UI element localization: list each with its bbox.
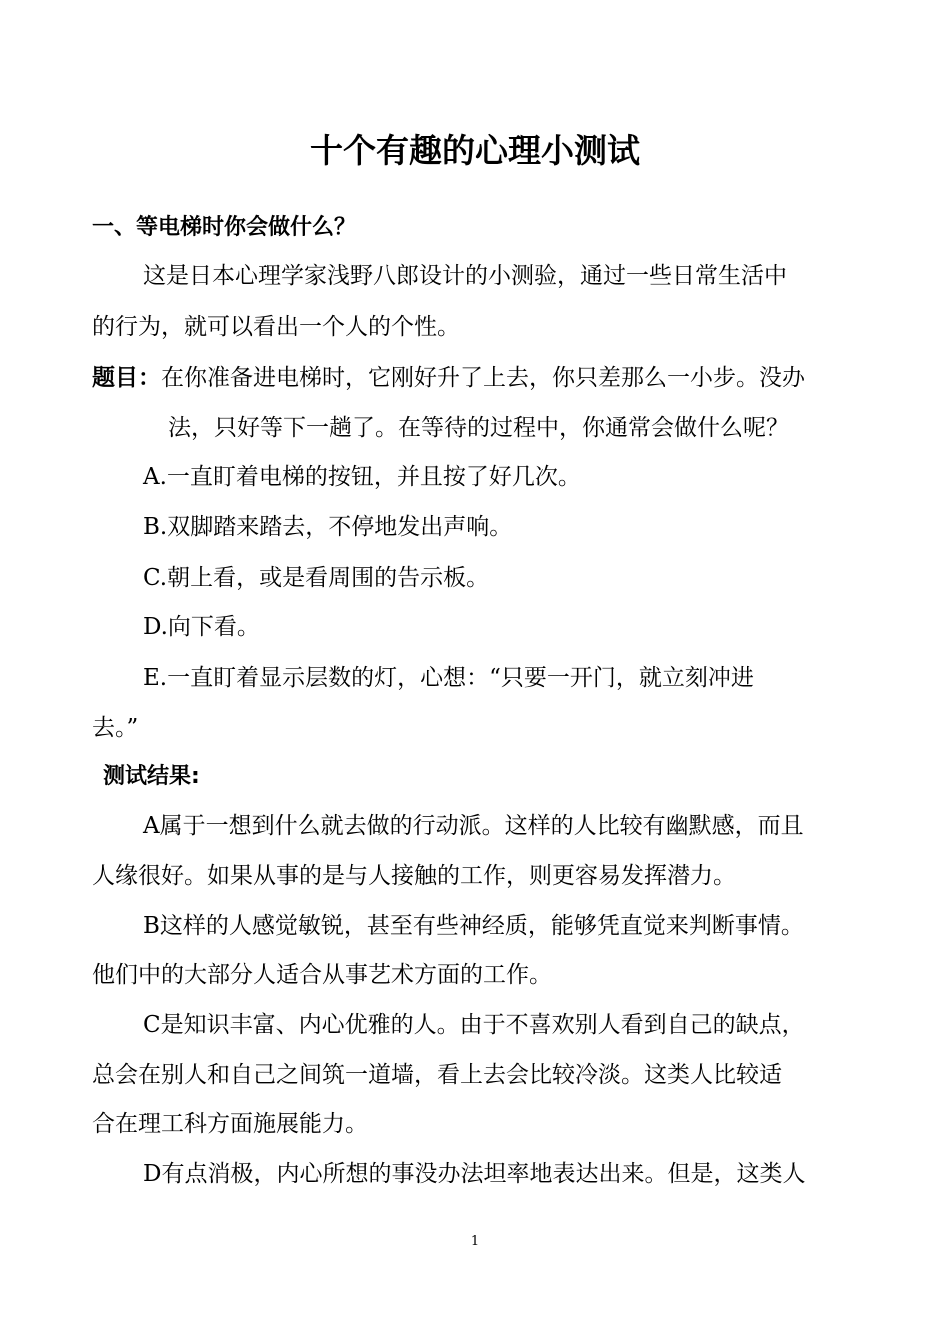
section-heading: 一、等电梯时你会做什么？ — [92, 215, 357, 240]
question-text: 在你准备进电梯时，它刚好升了上去，你只差那么一小步。没办 — [161, 365, 805, 391]
result-c: C是知识丰富、内心优雅的人。由于不喜欢别人看到自己的缺点， — [143, 1012, 805, 1038]
option-e-continued: 去。” — [92, 715, 139, 741]
result-c-continued: 总会在别人和自己之间筑一道墙，看上去会比较冷淡。这类人比较适 — [92, 1062, 782, 1088]
option-b: B.双脚踏来踏去，不停地发出声响。 — [143, 514, 513, 540]
result-a: A属于一想到什么就去做的行动派。这样的人比较有幽默感，而且 — [143, 813, 804, 839]
question-line-continued: 法，只好等下一趟了。在等待的过程中，你通常会做什么呢？ — [168, 415, 789, 441]
option-e: E.一直盯着显示层数的灯，心想：“只要一开门，就立刻冲进 — [143, 665, 754, 691]
question-label: 题目： — [92, 365, 161, 391]
result-a-continued: 人缘很好。如果从事的是与人接触的工作，则更容易发挥潜力。 — [92, 863, 736, 889]
result-b-continued: 他们中的大部分人适合从事艺术方面的工作。 — [92, 962, 552, 988]
intro-line: 这是日本心理学家浅野八郎设计的小测验，通过一些日常生活中 — [143, 263, 787, 289]
result-d: D有点消极，内心所想的事没办法坦率地表达出来。但是，这类人 — [143, 1161, 806, 1187]
document-title: 十个有趣的心理小测试 — [310, 131, 640, 170]
option-c: C.朝上看，或是看周围的告示板。 — [143, 565, 490, 591]
results-heading: 测试结果: — [103, 764, 200, 789]
option-d: D.向下看。 — [143, 614, 260, 640]
result-b: B这样的人感觉敏锐，甚至有些神经质，能够凭直觉来判断事情。 — [143, 913, 804, 939]
option-a: A.一直盯着电梯的按钮，并且按了好几次。 — [143, 464, 581, 490]
result-c-continued: 合在理工科方面施展能力。 — [92, 1111, 368, 1137]
question-line — [92, 358, 805, 398]
page-number: 1 — [470, 1234, 480, 1249]
intro-line: 的行为，就可以看出一个人的个性。 — [92, 314, 460, 340]
